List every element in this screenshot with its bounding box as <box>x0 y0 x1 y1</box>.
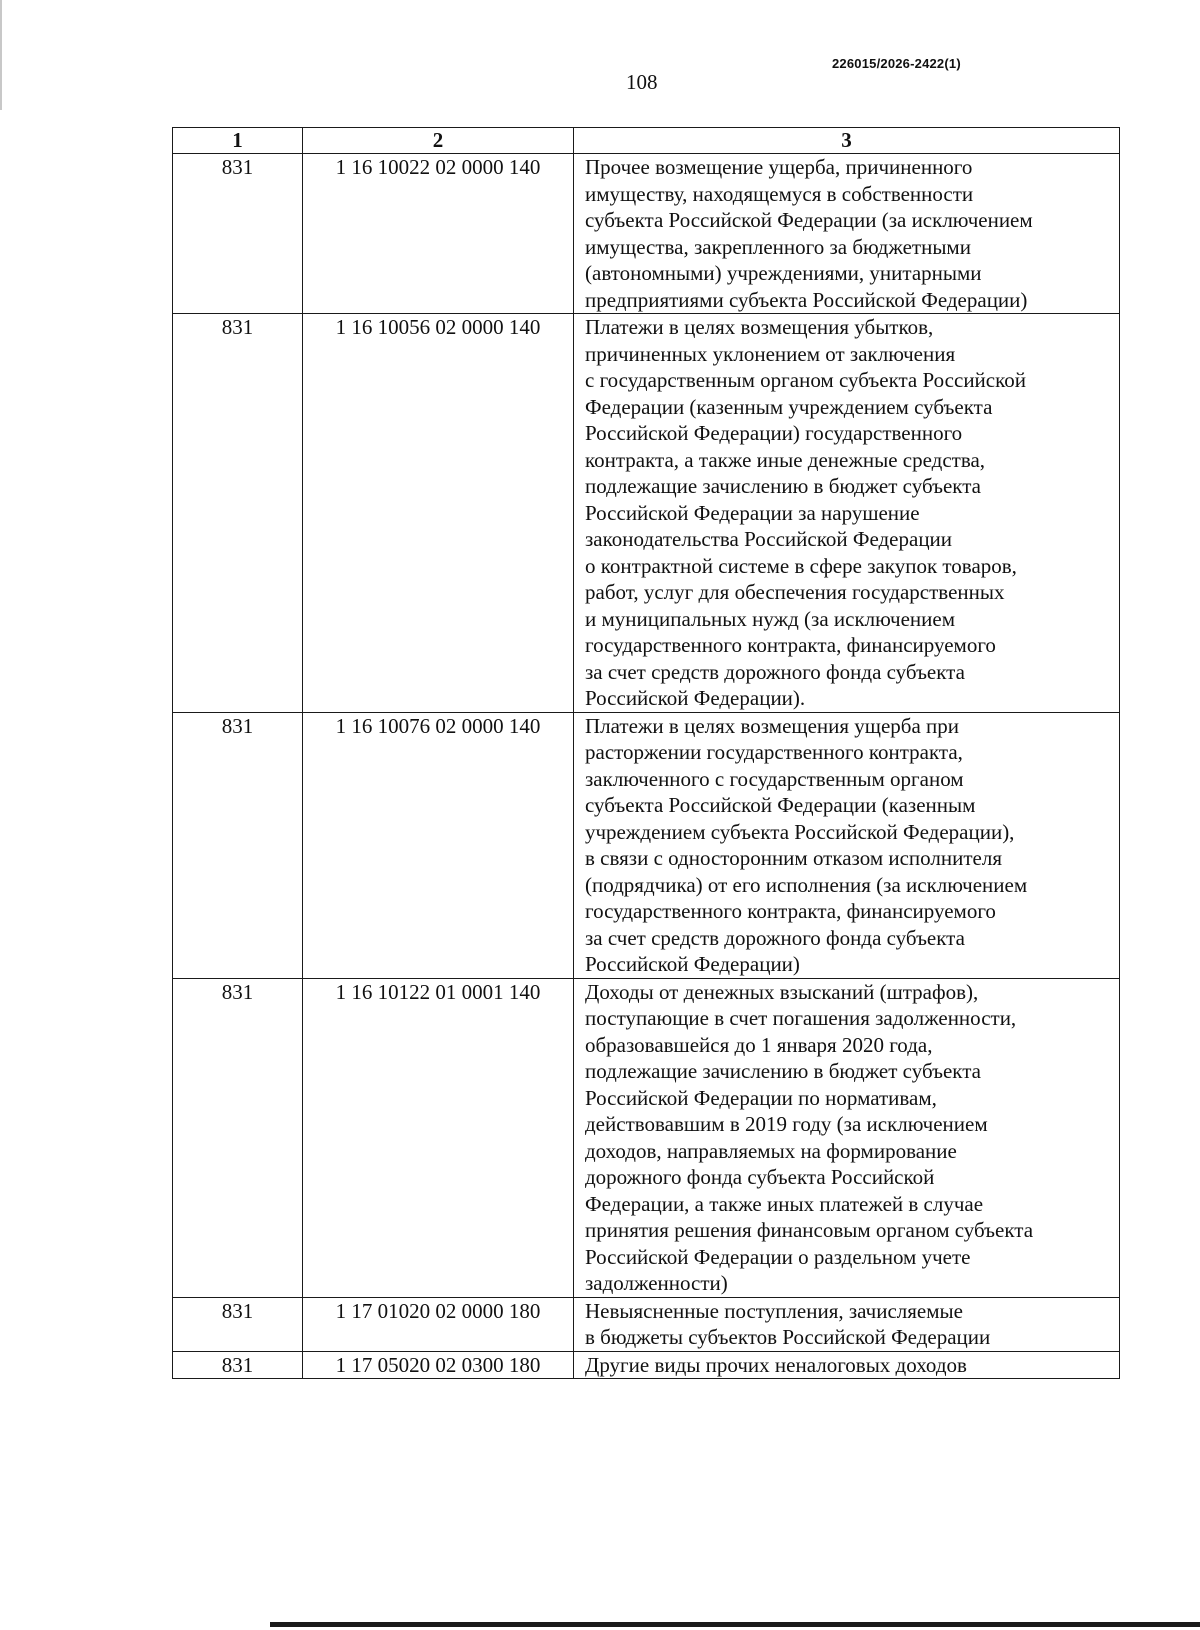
admin-code-cell: 831 <box>173 1297 303 1351</box>
table-header-row <box>173 128 1120 154</box>
column-header-3: 3 <box>574 128 1120 154</box>
page-number: 108 <box>626 70 658 94</box>
description-cell: Доходы от денежных взысканий (штрафов), поступающие в счет погашения задолженности, образовавшейся до 1 января 2020 года, подлежащие зачислению в бюджет субъекта Российской Федерации по нормативам, действовавшим в 2019 году (за исключением доходов, направляемых на формирование дорожного фонда субъекта Российской Федерации, а также иных платежей в случае принятия решения финансовым органом субъекта Российской Федерации о раздельном учете задолженности) <box>574 978 1120 1297</box>
budget-code-cell: 1 16 10022 02 0000 140 <box>303 154 574 314</box>
budget-code-cell: 1 17 05020 02 0300 180 <box>303 1351 574 1379</box>
description-cell: Другие виды прочих неналоговых доходов <box>574 1351 1120 1379</box>
table-row <box>173 1351 1120 1379</box>
table-row <box>173 712 1120 978</box>
document-code: 226015/2026-2422(1) <box>832 56 961 71</box>
table-row <box>173 154 1120 314</box>
table-row <box>173 314 1120 713</box>
table-row <box>173 1297 1120 1351</box>
scan-bottom-edge <box>270 1622 1200 1627</box>
budget-code-cell: 1 16 10076 02 0000 140 <box>303 712 574 978</box>
admin-code-cell: 831 <box>173 1351 303 1379</box>
column-header-2: 2 <box>303 128 574 154</box>
budget-code-cell: 1 16 10122 01 0001 140 <box>303 978 574 1297</box>
admin-code-cell: 831 <box>173 154 303 314</box>
description-cell: Платежи в целях возмещения ущерба при расторжении государственного контракта, заключенного с государственным органом субъекта Российской Федерации (казенным учреждением субъекта Российской Федерации), в связи с односторонним отказом исполнителя (подрядчика) от его исполнения (за исключением государственного контракта, финансируемого за счет средств дорожного фонда субъекта Российской Федерации) <box>574 712 1120 978</box>
budget-code-cell: 1 17 01020 02 0000 180 <box>303 1297 574 1351</box>
table-row <box>173 978 1120 1297</box>
revenue-codes-table <box>172 127 1120 1379</box>
column-header-1: 1 <box>173 128 303 154</box>
description-cell: Прочее возмещение ущерба, причиненного имуществу, находящемуся в собственности субъекта Российской Федерации (за исключением имущества, закрепленного за бюджетными (автономными) учреждениями, унитарными предприятиями субъекта Российской Федерации) <box>574 154 1120 314</box>
description-cell: Платежи в целях возмещения убытков, причиненных уклонением от заключения с государственным органом субъекта Российской Федерации (казенным учреждением субъекта Российской Федерации) государственного контракта, а также иные денежные средства, подлежащие зачислению в бюджет субъекта Российской Федерации за нарушение законодательства Российской Федерации о контрактной системе в сфере закупок товаров, работ, услуг для обеспечения государственных и муниципальных нужд (за исключением государственного контракта, финансируемого за счет средств дорожного фонда субъекта Российской Федерации). <box>574 314 1120 713</box>
description-cell: Невыясненные поступления, зачисляемые в бюджеты субъектов Российской Федерации <box>574 1297 1120 1351</box>
scan-edge-line <box>0 0 2 110</box>
budget-code-cell: 1 16 10056 02 0000 140 <box>303 314 574 713</box>
admin-code-cell: 831 <box>173 314 303 713</box>
admin-code-cell: 831 <box>173 978 303 1297</box>
admin-code-cell: 831 <box>173 712 303 978</box>
